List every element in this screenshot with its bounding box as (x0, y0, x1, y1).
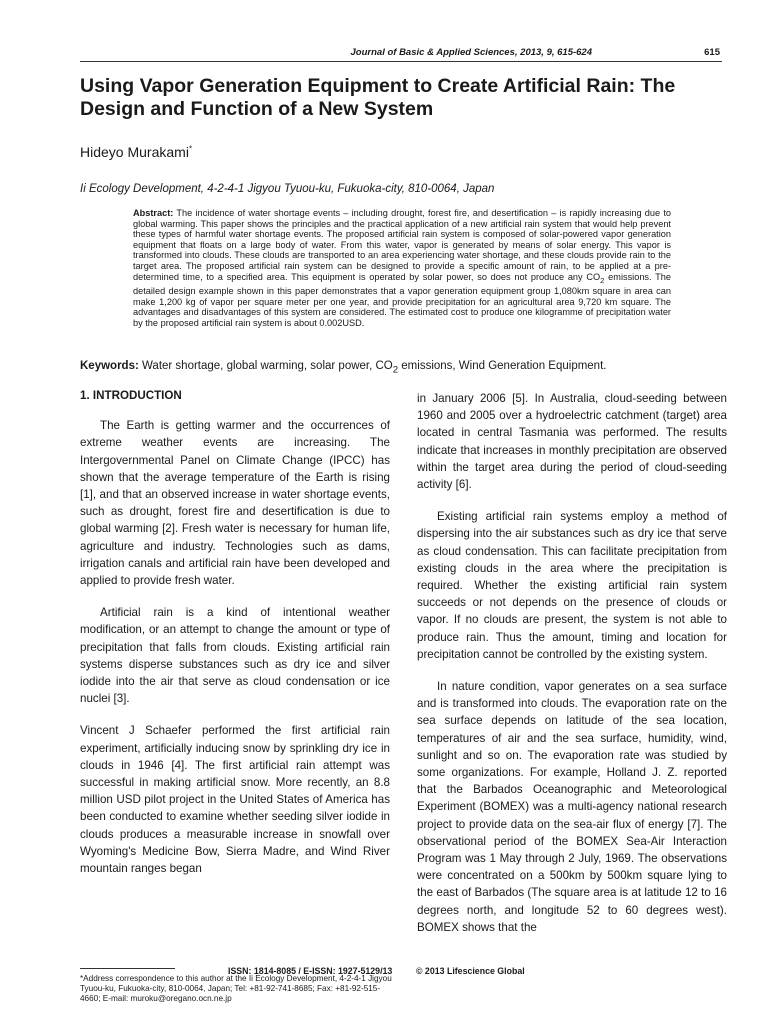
keywords-text-1: Water shortage, global warming, solar power, CO (138, 360, 393, 372)
abstract-subscript: 2 (600, 275, 605, 285)
paragraph: In nature condition, vapor generates on a sea surface and is transformed into clouds. The evaporation rate on the sea surface depends on latitude of the sea location, temperatures of air and the sea surface, humidity, wind, sunlight and so on. The evaporation rate was studied by some organizations. For example, Holland J. Z. reported that the Barbados Oceanographic and Meteorological Experiment (BOMEX) was a multi-agency national research project to provide data on the sea-air flux of energy [7]. The observational period of the BOMEX Sea-Air Interaction Program was 1 May through 2 July, 1969. The observations were concentrated on a 500km by 500km square lying to the east of Barbados (The square area is at latitude 12 to 16 degrees north, and longitude 52 to 60 degrees west). BOMEX shows that the (417, 680, 727, 934)
issn: ISSN: 1814-8085 / E-ISSN: 1927-5129/13 (228, 966, 393, 976)
keywords-subscript: 2 (392, 364, 399, 376)
keywords-label: Keywords: (80, 360, 139, 372)
keywords (80, 360, 730, 375)
paragraph: Existing artificial rain systems employ a method of dispersing into the air substances such as dry ice that serve as cloud condensation. This can facilitate precipitation from existing clouds in the area where the precipitation is required. Whether the existing artificial rain system succeeds or not depends on the presence of clouds or vapor. If no clouds are present, the system is not able to produce rain. Thus the amount, timing and location for precipitation cannot be controlled by the existing system. (417, 510, 727, 661)
author-mark: * (188, 144, 193, 154)
paragraph: The Earth is getting warmer and the occurrences of extreme weather events are increasing. The Intergovernmental Panel on Climate Change (IPCC) has shown that the average temperature of the Earth is rising [1], and that an observed increase in water shortage events, such as drought, forest fire and desertification is due to global warming [2]. Fresh water is necessary for human life, agriculture and industry. Technologies such as dams, irrigation canals and artificial rain have been developed and applied to provide fresh water. (80, 419, 390, 588)
section-heading: 1. INTRODUCTION (80, 389, 182, 402)
paragraph: in January 2006 [5]. In Australia, cloud-seeding between 1960 and 2005 over a hydroelectric catchment (target) area located in central Tasmania was performed. The results indicate that increases in monthly precipitation are observed within the target area during the period of cloud-seeding activity [6]. (417, 392, 727, 492)
paragraph: Vincent J Schaefer performed the first artificial rain experiment, artificially inducing snow by sprinkling dry ice in clouds in 1946 [4]. The first artificial rain attempt was successful in making artificial snow. More recently, an 8.8 million USD pilot project in the United States of America has been conducted to examine whether seeding silver iodide in clouds produces a measurable increase in snowfall over Wyoming's Medicine Bow, Sierra Madre, and Wind River mountain ranges began (80, 724, 390, 876)
author-name: Hideyo Murakami (80, 144, 189, 160)
footnote-rule (80, 968, 175, 969)
author (80, 144, 192, 160)
abstract-label: Abstract: (133, 208, 174, 218)
copyright: © 2013 Lifescience Global (416, 966, 525, 976)
right-column (417, 390, 727, 951)
abstract (133, 208, 671, 328)
page-number: 615 (704, 47, 720, 58)
paragraph: Artificial rain is a kind of intentional weather modification, or an attempt to change the amount or type of precipitation that falls from clouds. Existing artificial rain systems disperse substances such as dry ice and silver iodide into the air that serve as cloud condensation or ice nuclei [3]. (80, 606, 390, 706)
header-rule (80, 61, 722, 62)
abstract-text-2: emissions. The detailed design example shown in this paper demonstrates that a vapor generation equipment group 1,080km square in area can make 1,200 kg of vapor per square meter per one year, and provide precipitation for an agricultural area 9,720 km square. The advantages and disadvantages of this system are considered. The estimated cost to produce one kilogramme of precipitation water by the proposed artificial rain system is about 0.002USD. (133, 271, 671, 328)
journal-citation: Journal of Basic & Applied Sciences, 2013, 9, 615-624 (350, 47, 592, 58)
paper-title: Using Vapor Generation Equipment to Create Artificial Rain: The Design and Function of a New System (80, 75, 676, 120)
abstract-text-1: The incidence of water shortage events – including drought, forest fire, and desertification – is rapidly increasing due to global warming. This paper shows the principles and the practical application of a new artificial rain system that would help prevent these types of harmful water shortage events. The proposed artificial rain system is composed of solar-powered vapor generation equipment that floats on a large body of water. From this water, vapor is generated by means of solar energy. This vapor is transformed into clouds. These clouds are transported to an area experiencing water shortage, and these clouds provide rain to the target area. The proposed artificial rain system can be designed to provide a specific amount of rain, to be applied at a pre-determined time, to a specified area. This equipment is operated by solar power, so does not produce any CO (133, 208, 671, 282)
footnote: *Address correspondence to this author at the Ii Ecology Development, 4-2-4-1 Jigyou Tyuou-ku, Fukuoka-city, 810-0064, Japan; Tel: +81-92-741-8685; Fax: +81-92-515-4660; E-mail: muroku@oregano.ocn.ne.jp (80, 974, 392, 1004)
affiliation: Ii Ecology Development, 4-2-4-1 Jigyou Tyuou-ku, Fukuoka-city, 810-0064, Japan (80, 183, 495, 195)
keywords-text-2: emissions, Wind Generation Equipment. (398, 360, 607, 372)
left-column (80, 387, 390, 892)
